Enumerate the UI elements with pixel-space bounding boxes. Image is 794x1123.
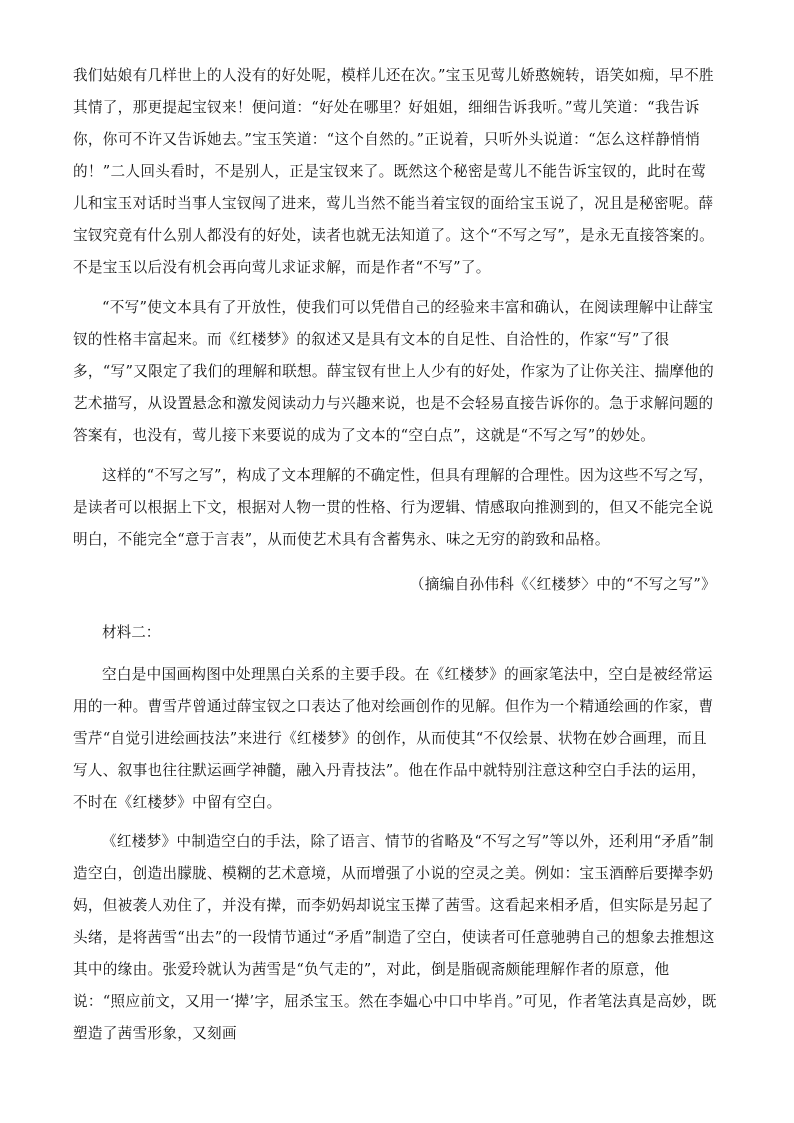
paragraph-2: “不写”使文本具有了开放性，使我们可以凭借自己的经验来丰富和确认，在阅读理解中让薛宝钗的性格丰富起来。而《红楼梦》的叙述又是具有文本的自足性、自洽性的，作家“写”了很多，“写”又限定了我们的理解和联想。薛宝钗有世上人少有的好处，作家为了让你关注、揣摩他的艺术描写，从设置悬念和激发阅读动力与兴趣来说，也是不会轻易直接告诉你的。急于求解问题的答案有，也没有，莺儿接下来要说的成为了文本的“空白点”，这就是“不写之写”的妙处。 xyxy=(73,299,715,444)
paragraph-1: 我们姑娘有几样世上的人没有的好处呢，模样儿还在次。”宝玉见莺儿娇憨婉转，语笑如痴，早不胜其情了，那更提起宝钗来！便问道：“好处在哪里？好姐姐，细细告诉我听。”莺儿笑道：“我告诉你，你可不许又告诉她去。”宝玉笑道：“这个自然的。”正说着，只听外头说道：“怎么这样静悄悄的！”二人回头看时，不是别人，正是宝钗来了。既然这个秘密是莺儿不能告诉宝钗的，此时在莺儿和宝玉对话时当事人宝钗闯了进来，莺儿当然不能当着宝钗的面给宝玉说了，况且是秘密呢。薛宝钗究竟有什么别人都没有的好处，读者也就无法知道了。这个“不写之写”，是永无直接答案的。不是宝玉以后没有机会再向莺儿求证求解，而是作者“不写”了。 xyxy=(73,67,715,276)
paragraph-4: 空白是中国画构图中处理黑白关系的主要手段。在《红楼梦》的画家笔法中，空白是被经常运用的一种。曹雪芹曾通过薛宝钗之口表达了他对绘画创作的见解。但作为一个精通绘画的作家，曹雪芹“自觉引进绘画技法”来进行《红楼梦》的创作，从而使其“不仅绘景、状物在妙合画理，而且写人、叙事也往往默运画学神髓，融入丹青技法”。他在作品中就特别注意这种空白手法的运用，不时在《红楼梦》中留有空白。 xyxy=(73,666,714,811)
paragraph-5: 《红楼梦》中制造空白的手法，除了语言、情节的省略及“不写之写”等以外，还利用“矛盾”制造空白，创造出朦胧、模糊的艺术意境，从而增强了小说的空灵之美。例如：宝玉酒醉后要撵李奶妈，但被袭人劝住了，并没有撵，而李奶妈却说宝玉撵了茜雪。这看起来相矛盾，但实际是另起了头绪，是将茜雪“出去”的一段情节通过“矛盾”制造了空白，使读者可任意驰骋自己的想象去推想这其中的缘由。张爱玲就认为茜雪是“负气走的”，对此，倒是脂砚斋颇能理解作者的原意，他说：“照应前文，又用一‘撵’字，屈杀宝玉。然在李媪心中口中毕肖。”可见，作者笔法真是高妙，既塑造了茜雪形象，又刻画 xyxy=(73,833,717,1042)
source-citation: （摘编自孙伟科《〈红楼梦〉中的“不写之写”》 xyxy=(409,576,716,593)
paragraph-3: 这样的“不写之写”，构成了文本理解的不确定性，但具有理解的合理性。因为这些不写之写，是读者可以根据上下文，根据对人物一贯的性格、行为逻辑、情感取向推测到的，但又不能完全说明白，不能完全“意于言表”，从而使艺术具有含蓄隽永、味之无穷的韵致和品格。 xyxy=(73,467,714,548)
material-two-label: 材料二： xyxy=(102,624,161,641)
